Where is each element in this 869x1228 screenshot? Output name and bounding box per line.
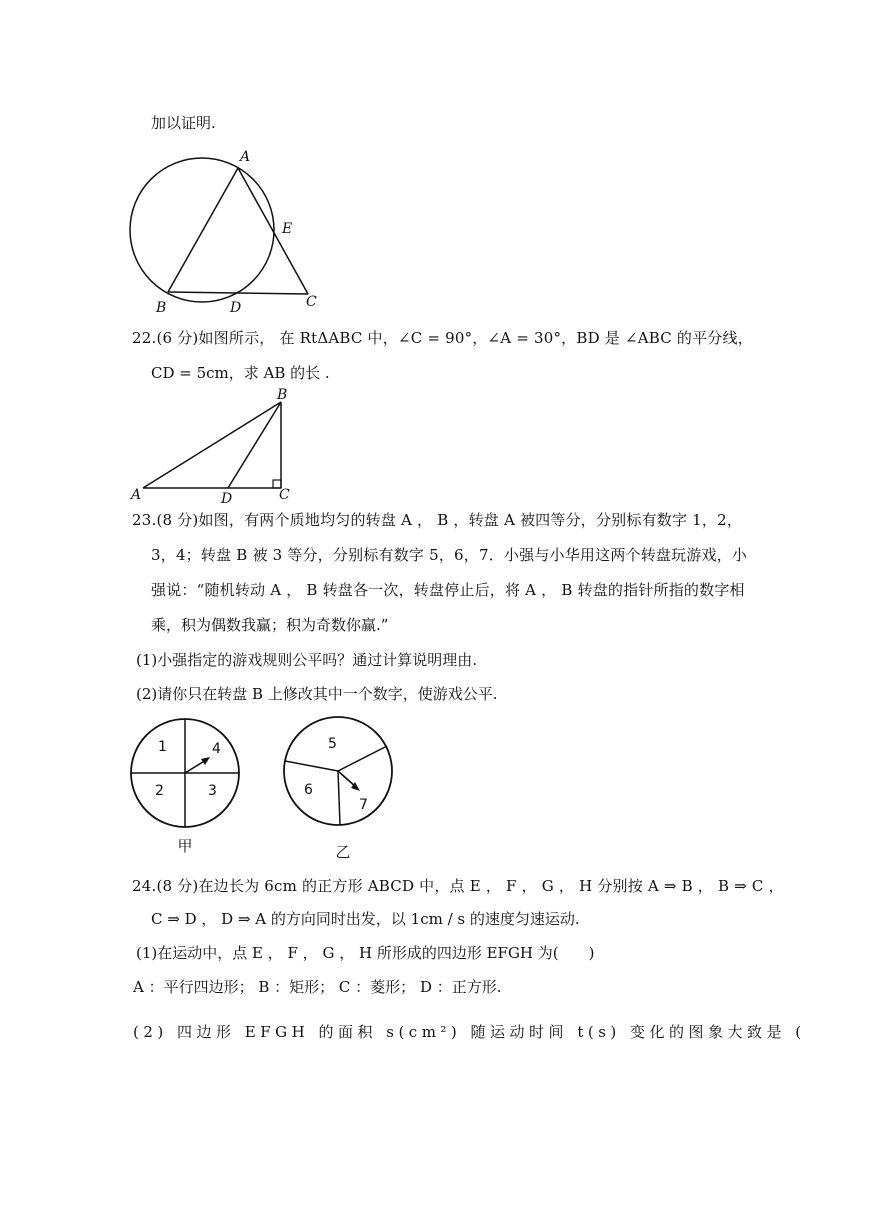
label-d: D — [230, 300, 242, 316]
q24-part-2: (2) 四边形 EFGH 的面积 s(cm²) 随运动时间 t(s) 变化的图象大致是 ( — [133, 1023, 806, 1041]
spinner-a-number-2: 2 — [155, 783, 164, 799]
spinner-b-number-7: 7 — [359, 797, 368, 813]
spinner-a-caption: 甲 — [177, 837, 193, 855]
q24-part-1: (1)在运动中，点 E ， F ， G ， H 所形成的四边形 EFGH 为( ) — [136, 944, 595, 962]
q23-line-1: 23.(8 分)如图，有两个质地均匀的转盘 A ， B ，转盘 A 被四等分，分别标有数字 1，2， — [132, 511, 743, 529]
q22-line-2: CD = 5cm，求 AB 的长 . — [151, 364, 330, 382]
spinner-a — [128, 716, 243, 856]
spinner-b-divider-3 — [338, 771, 340, 825]
segment-bc — [168, 292, 308, 294]
label-a: A — [240, 149, 251, 165]
figure-21-circle-triangle — [120, 140, 340, 320]
q23-line-3: 强说：“随机转动 A ， B 转盘各一次，转盘停止后，将 A ， B 转盘的指针所指的数字相 — [151, 581, 745, 599]
spinner-b — [280, 714, 395, 864]
q23-part-1: (1)小强指定的游戏规则公平吗？通过计算说明理由. — [136, 651, 478, 669]
q23-line-2: 3，4；转盘 B 被 3 等分，分别标有数字 5，6，7．小强与小华用这两个转盘玩游戏，小 — [151, 546, 748, 564]
q24-line-2: C ⇒ D ， D ⇒ A 的方向同时出发，以 1cm / s 的速度匀速运动. — [151, 910, 580, 928]
q23-part-2: (2)请你只在转盘 B 上修改其中一个数字，使游戏公平. — [136, 685, 498, 703]
segment-bd — [228, 402, 281, 488]
spinner-a-number-1: 1 — [158, 739, 167, 755]
spinner-b-number-5: 5 — [328, 736, 337, 752]
label-d: D — [221, 491, 233, 507]
q24-options: A ：平行四边形； B ：矩形； C ：菱形； D ：正方形. — [133, 978, 502, 996]
figure-22-right-triangle — [125, 385, 305, 505]
q23-line-4: 乘，积为偶数我赢；积为奇数你赢.” — [151, 616, 389, 634]
label-e: E — [282, 221, 293, 237]
spinner-b-divider-2 — [285, 761, 338, 771]
spinner-b-caption: 乙 — [335, 843, 351, 861]
label-b: B — [277, 387, 288, 403]
segment-ac — [238, 168, 308, 294]
spinner-a-number-4: 4 — [212, 741, 221, 757]
segment-ab — [143, 402, 281, 488]
circle — [130, 158, 274, 302]
segment-ab — [168, 168, 238, 292]
spinner-b-divider-1 — [338, 746, 387, 771]
intro-text: 加以证明. — [151, 114, 216, 132]
label-c: C — [306, 294, 317, 310]
label-c: C — [279, 487, 290, 503]
spinner-a-pointer-head — [201, 757, 210, 765]
spinner-b-number-6: 6 — [304, 782, 313, 798]
q22-line-1: 22.(6 分)如图所示， 在 RtΔABC 中，∠C = 90°，∠A = 30°，BD 是 ∠ABC 的平分线， — [132, 329, 753, 347]
spinner-a-pointer — [185, 760, 206, 773]
label-b: B — [156, 300, 167, 316]
q24-line-1: 24.(8 分)在边长为 6cm 的正方形 ABCD 中，点 E ， F ， G ， H 分别按 A ⇒ B ， B ⇒ C ， — [132, 877, 784, 895]
spinner-a-number-3: 3 — [208, 783, 217, 799]
label-a: A — [131, 487, 142, 503]
